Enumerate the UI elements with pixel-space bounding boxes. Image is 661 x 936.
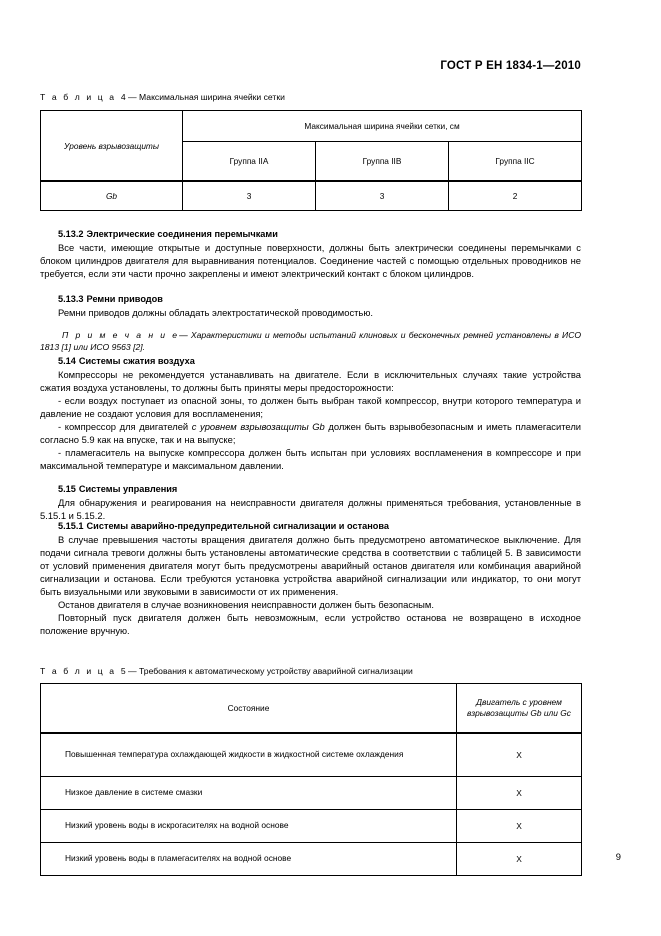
table-5-caption-dash: — xyxy=(128,666,137,676)
section-5-15-paragraph: Для обнаружения и реагирования на неисправности двигателя должны применяться требования, установленные в 5.15.1 и 5.15.2. xyxy=(40,497,581,521)
section-5-15-1-paragraph-1: В случае превышения частоты вращения двигателя должно быть предусмотрено автоматическое выключение. Для подачи сигнала тревоги должны быть установлены автоматические средства в соответствии с таблицей 5. В зависимости от условий применения двигателя могут быть предусмотрены аварийный останов двигателя или комбинация аварийной сигнализации и останова. Если требуются установка устройства аварийной сигнализации или индикатор, то они могут быть визуальными или звуковыми в зависимости от их применения. xyxy=(40,534,581,597)
table-row xyxy=(41,733,582,777)
table-5-cell-mark: X xyxy=(457,733,582,777)
table-5-cell-mark: X xyxy=(457,810,582,843)
section-5-13-3-number: 5.13.3 xyxy=(58,294,84,304)
section-5-13-3 xyxy=(40,294,581,353)
table-5-grid xyxy=(40,683,582,876)
section-5-15-number: 5.15 xyxy=(58,484,76,494)
table-4-cell-iic: 2 xyxy=(449,181,582,211)
list-item xyxy=(40,447,581,473)
section-5-15-1-heading xyxy=(40,521,581,531)
section-5-13-3-title: Ремни приводов xyxy=(86,294,163,304)
table-4-grid xyxy=(40,110,582,211)
table-5-caption xyxy=(40,666,581,676)
section-5-15-1-title: Системы аварийно-предупредительной сигнализации и останова xyxy=(86,521,390,531)
bullet-text: если воздух поступает из опасной зоны, то должен быть выбран такой компрессор, внутри которого температура и давление не создают условия для воспламенения; xyxy=(40,394,582,419)
table-4-col-header-iia: Группа IIA xyxy=(183,142,316,182)
page-number: 9 xyxy=(615,851,621,862)
section-5-14-heading xyxy=(40,356,581,366)
table-4-caption-dash: — xyxy=(128,92,137,102)
table-4-caption-number: 4 xyxy=(120,92,126,102)
table-5-header-engine-line-1: Двигатель с уровнем xyxy=(476,696,562,707)
section-5-15-1-number: 5.15.1 xyxy=(58,521,84,531)
section-5-14 xyxy=(40,356,581,473)
section-5-13-3-note xyxy=(40,329,581,353)
section-5-15-1 xyxy=(40,521,581,638)
table-5-cell-condition: Низкий уровень воды в искрогасителях на водной основе xyxy=(41,810,457,843)
bullet-dash: - xyxy=(58,420,62,432)
note-label: П р и м е ч а н и е xyxy=(62,329,180,340)
table-4-cell-level: Gb xyxy=(41,181,183,211)
table-5-cell-mark: X xyxy=(457,843,582,876)
table-5-cell-condition: Повышенная температура охлаждающей жидкости в жидкостной системе охлаждения xyxy=(41,733,457,777)
bullet-text-after: должен быть взрывобезопасным и иметь пламегасители согласно 5.9 как на впуске, так и на выпуске; xyxy=(40,420,582,445)
table-5-header-engine-line-2: взрывозащиты Gb или Gc xyxy=(467,708,571,718)
section-5-13-3-paragraph: Ремни приводов должны обладать электростатической проводимостью. xyxy=(58,307,373,318)
bullet-text-before: компрессор для двигателей xyxy=(64,420,192,432)
section-5-13-3-heading xyxy=(40,294,581,304)
table-5-caption-number: 5 xyxy=(120,666,126,676)
table-4-row-header-label: Уровень взрывозащиты xyxy=(41,111,183,182)
table-4-cell-iia: 3 xyxy=(183,181,316,211)
document-running-header xyxy=(40,60,581,72)
section-5-15 xyxy=(40,484,581,523)
bullet-text: пламегаситель на выпуске компрессора должен быть испытан при условиях воспламенения в компрессоре и при максимальной температуре и максимальном давлении. xyxy=(40,446,581,471)
note-text: Характеристики и методы испытаний клиновых и бесконечных ремней установлены в ИСО 1813 [1] или ИСО 9563 [2]. xyxy=(40,329,581,352)
table-4-span-header: Максимальная ширина ячейки сетки, см xyxy=(183,111,582,142)
table-4-col-header-iib: Группа IIB xyxy=(316,142,449,182)
table-5-caption-label: Т а б л и ц а xyxy=(40,666,117,676)
list-item xyxy=(40,395,581,421)
section-5-14-title: Системы сжатия воздуха xyxy=(78,356,195,366)
section-5-15-1-paragraph-2: Останов двигателя в случае возникновения неисправности должен быть безопасным. xyxy=(58,598,434,610)
bullet-dash: - xyxy=(58,394,62,406)
table-row xyxy=(41,810,582,843)
bullet-dash: - xyxy=(58,446,62,458)
list-item xyxy=(40,421,581,447)
note-dash: — xyxy=(179,329,188,340)
table-4-caption xyxy=(40,92,581,102)
section-5-15-title: Системы управления xyxy=(78,484,178,494)
table-4-caption-label: Т а б л и ц а xyxy=(40,92,117,102)
table-row xyxy=(41,684,582,734)
section-5-15-heading xyxy=(40,484,581,494)
table-4-cell-iib: 3 xyxy=(316,181,449,211)
section-5-13-2 xyxy=(40,229,581,281)
table-4 xyxy=(40,110,581,211)
table-5-header-condition: Состояние xyxy=(41,684,457,734)
table-4-caption-text: Максимальная ширина ячейки сетки xyxy=(139,92,285,102)
table-row xyxy=(41,181,582,211)
section-5-13-2-number: 5.13.2 xyxy=(58,229,84,239)
table-row xyxy=(41,843,582,876)
table-5-cell-mark: X xyxy=(457,777,582,810)
table-5-caption-text: Требования к автоматическому устройству аварийной сигнализации xyxy=(139,666,413,676)
table-row xyxy=(41,777,582,810)
section-5-13-2-heading xyxy=(40,229,581,239)
section-5-14-paragraph: Компрессоры не рекомендуется устанавливать на двигателе. Если в исключительных случаях такие устройства сжатия воздуха установлены, то должны быть приняты меры предосторожности: xyxy=(40,369,581,393)
table-5-cell-condition: Низкий уровень воды в пламегасителях на водной основе xyxy=(41,843,457,876)
table-5-header-engine xyxy=(457,684,582,734)
table-4-col-header-iic: Группа IIC xyxy=(449,142,582,182)
section-5-13-2-paragraph: Все части, имеющие открытые и доступные поверхности, должны быть электрически соединены перемычками с блоком цилиндров двигателя для выравнивания потенциалов. Соединение частей с помощью отдельных проводников не требуется, если эти части прочно закреплены и имеют электрический контакт с блоком цилиндров. xyxy=(40,242,581,279)
table-5 xyxy=(40,683,581,876)
table-row xyxy=(41,111,582,142)
section-5-14-number: 5.14 xyxy=(58,356,76,366)
standard-designation: ГОСТ Р ЕН 1834-1—2010 xyxy=(440,60,581,72)
section-5-15-1-paragraph-3: Повторный пуск двигателя должен быть невозможным, если устройство останова не возвращено в исходное положение вручную. xyxy=(40,611,581,636)
table-5-cell-condition: Низкое давление в системе смазки xyxy=(41,777,457,810)
section-5-13-2-title: Электрические соединения перемычками xyxy=(86,229,278,239)
bullet-text-italic: с уровнем взрывозащиты Gb xyxy=(191,420,325,432)
